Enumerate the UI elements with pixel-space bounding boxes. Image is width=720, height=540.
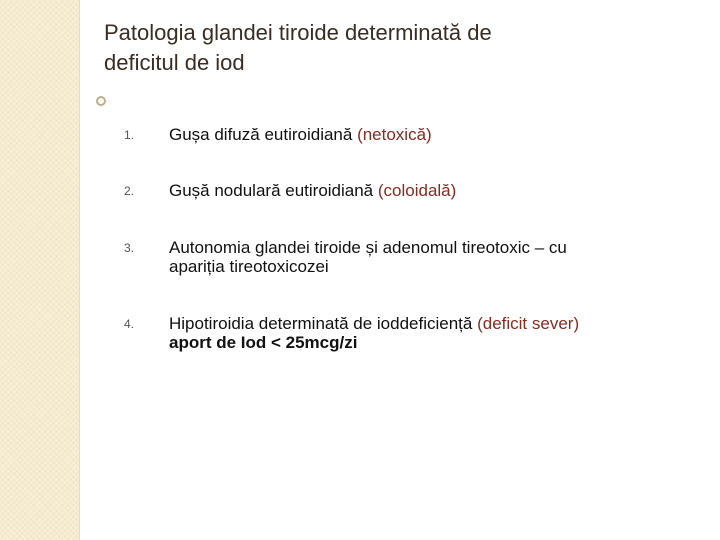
item-text-line-2: apariția tireotoxicozei [169,257,329,276]
item-number: 3. [124,241,135,255]
item-text [169,181,689,200]
item-highlight: (coloidală) [377,181,457,200]
item-text [169,238,689,276]
decorative-side-band [0,0,79,540]
decorative-ring-icon [96,96,106,106]
title-line-2: deficitul de iod [104,50,245,75]
item-number: 2. [124,184,135,198]
item-highlight: (netoxică) [357,125,432,144]
item-text-line-1: Autonomia glandei tiroide și adenomul tireotoxic – cu [169,238,567,257]
item-number: 1. [124,128,135,142]
title-line-1: Patologia glandei tiroide determinată de [104,20,492,45]
item-text-main: Hipotiroidia determinată de ioddeficiență [169,314,478,333]
item-highlight: (deficit sever) [477,314,580,333]
slide-title [104,18,664,78]
item-text-main: Gușă nodulară eutiroidiană [169,181,378,200]
side-band-border [79,0,80,540]
item-text [169,125,689,144]
item-number: 4. [124,317,135,331]
item-text-line-1 [169,314,689,333]
item-text-main: Gușa difuză eutiroidiană [169,125,358,144]
item-text-line-2: aport de Iod < 25mcg/zi [169,333,358,352]
item-text [169,314,689,352]
